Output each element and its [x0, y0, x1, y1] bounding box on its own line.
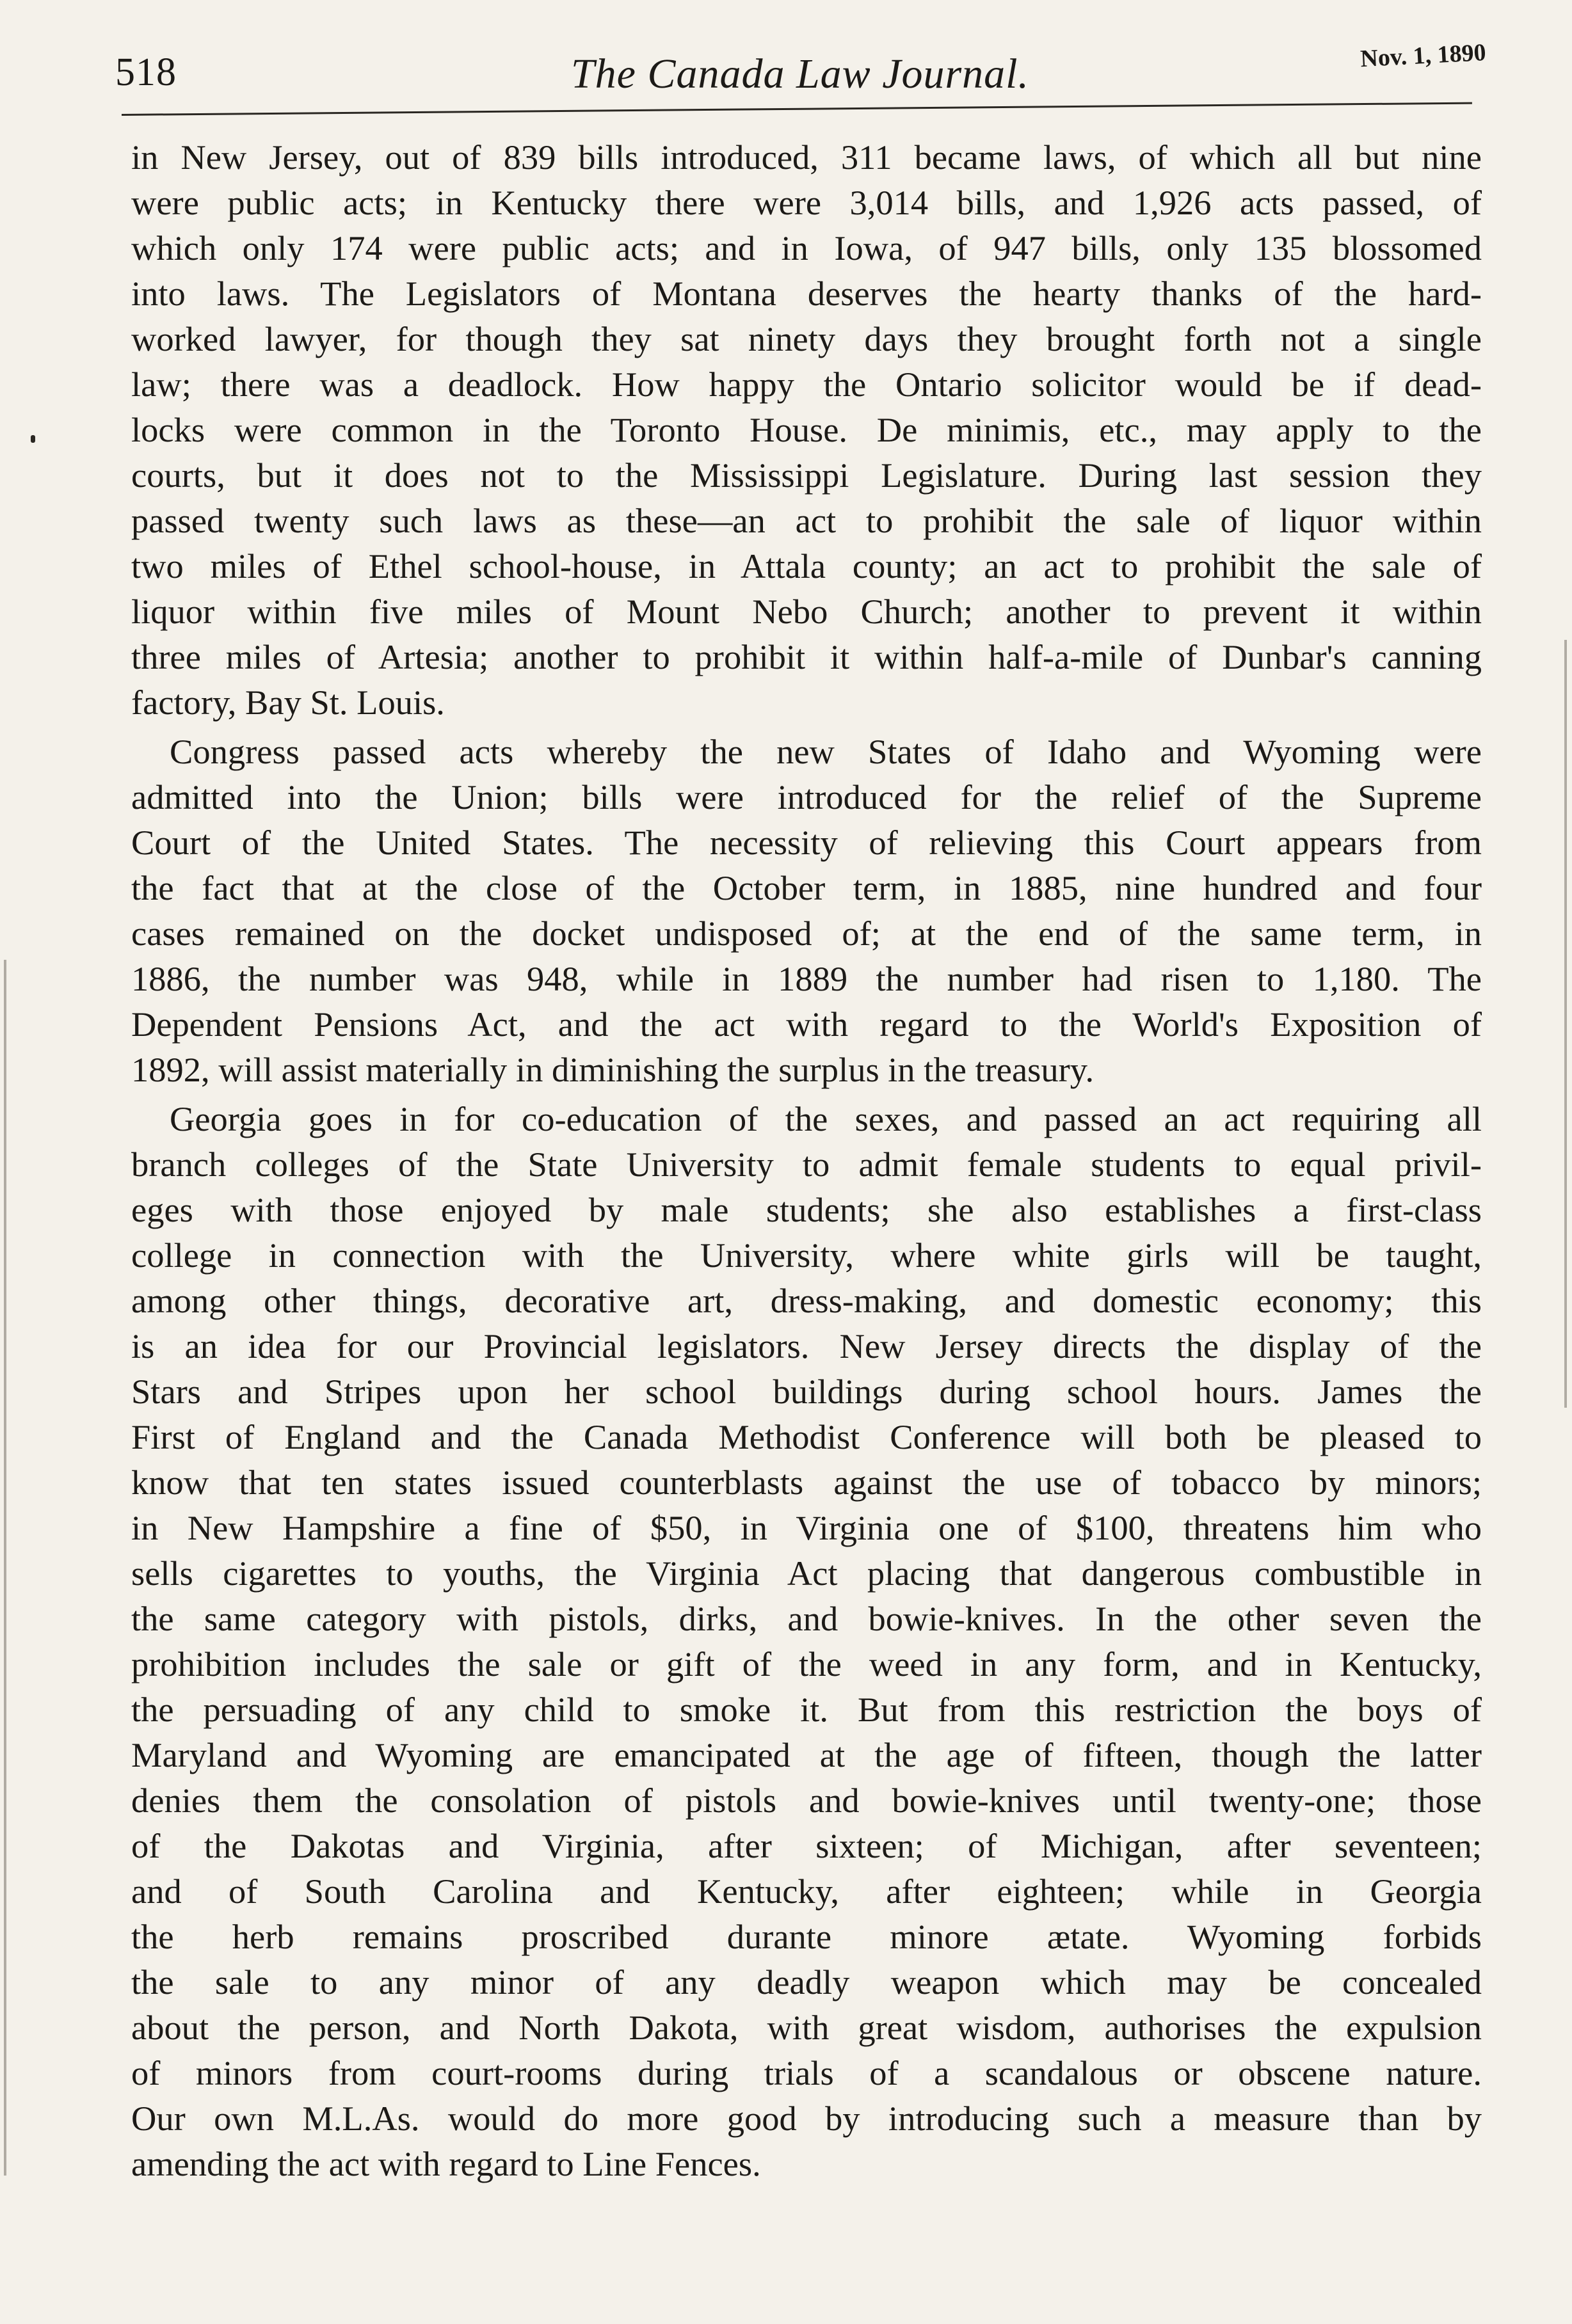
text-line: college in connection with the University, where white girls will be taught, [131, 1236, 1482, 1275]
text-line: First of England and the Canada Methodist Conference will both be pleased to [131, 1417, 1482, 1456]
text-line: Stars and Stripes upon her school buildings during school hours. James the [131, 1372, 1482, 1411]
journal-title: The Canada Law Journal. [570, 51, 1030, 97]
text-line: denies them the consolation of pistols and bowie-knives until twenty-one; those [131, 1781, 1482, 1820]
text-line: the fact that at the close of the October term, in 1885, nine hundred and four [131, 868, 1482, 907]
text-line: of the Dakotas and Virginia, after sixteen; of Michigan, after seventeen; [131, 1826, 1482, 1865]
paragraph-3 [131, 1096, 1482, 2186]
text-line: in New Hampshire a fine of $50, in Virginia one of $100, threatens him who [131, 1508, 1482, 1547]
margin-ink-dot [31, 435, 35, 443]
text-line: Georgia goes in for co-education of the sexes, and passed an act requiring all [170, 1099, 1482, 1138]
text-line: about the person, and North Dakota, with great wisdom, authorises the expulsion [131, 2008, 1482, 2047]
text-line: the herb remains proscribed durante minore ætate. Wyoming forbids [131, 1917, 1482, 1956]
paragraph-2 [131, 729, 1482, 1092]
text-line: eges with those enjoyed by male students; she also establishes a first-class [131, 1190, 1482, 1229]
text-line: law; there was a deadlock. How happy the Ontario solicitor would be if dead- [131, 365, 1482, 404]
text-line: were public acts; in Kentucky there were 3,014 bills, and 1,926 acts passed, of [131, 183, 1482, 222]
text-line: amending the act with regard to Line Fences. [131, 2144, 761, 2183]
text-line: 1886, the number was 948, while in 1889 the number had risen to 1,180. The [131, 959, 1482, 998]
text-line: cases remained on the docket undisposed of; at the end of the same term, in [131, 914, 1482, 953]
text-line: liquor within five miles of Mount Nebo Church; another to prevent it within [131, 592, 1482, 631]
text-line: know that ten states issued counterblasts against the use of tobacco by minors; [131, 1463, 1482, 1502]
text-line: admitted into the Union; bills were introduced for the relief of the Supreme [131, 777, 1482, 816]
text-line: worked lawyer, for though they sat ninety days they brought forth not a single [131, 319, 1482, 358]
page-number: 518 [115, 51, 177, 94]
text-line: locks were common in the Toronto House. De minimis, etc., may apply to the [131, 410, 1482, 449]
issue-date: Nov. 1, 1890 [1359, 38, 1487, 73]
text-line: prohibition includes the sale or gift of the weed in any form, and in Kentucky, [131, 1644, 1482, 1683]
text-line: courts, but it does not to the Mississippi Legislature. During last session they [131, 456, 1482, 495]
text-line: the persuading of any child to smoke it. But from this restriction the boys of [131, 1690, 1482, 1729]
text-line: into laws. The Legislators of Montana deserves the hearty thanks of the hard- [131, 274, 1482, 313]
article-body [131, 134, 1482, 2186]
text-line: of minors from court-rooms during trials of a scandalous or obscene nature. [131, 2053, 1482, 2092]
text-line: in New Jersey, out of 839 bills introduced, 311 became laws, of which all but nine [131, 138, 1482, 177]
left-edge-mark [4, 960, 6, 2176]
text-line: two miles of Ethel school-house, in Attala county; an act to prohibit the sale of [131, 546, 1482, 585]
text-line: Maryland and Wyoming are emancipated at the age of fifteen, though the latter [131, 1735, 1482, 1774]
text-line: branch colleges of the State University to admit female students to equal privil- [131, 1145, 1482, 1184]
text-line: which only 174 were public acts; and in Iowa, of 947 bills, only 135 blossomed [131, 228, 1482, 267]
text-line: Our own M.L.As. would do more good by introducing such a measure than by [131, 2099, 1482, 2138]
text-line: factory, Bay St. Louis. [131, 683, 445, 722]
text-line: among other things, decorative art, dress-making, and domestic economy; this [131, 1281, 1482, 1320]
text-line: Dependent Pensions Act, and the act with regard to the World's Exposition of [131, 1005, 1482, 1044]
text-line: 1892, will assist materially in diminishing the surplus in the treasury. [131, 1050, 1095, 1089]
text-line: Congress passed acts whereby the new States of Idaho and Wyoming were [170, 732, 1482, 771]
right-edge-mark [1564, 640, 1567, 1408]
text-line: three miles of Artesia; another to prohibit it within half-a-mile of Dunbar's canning [131, 637, 1482, 676]
text-line: and of South Carolina and Kentucky, after eighteen; while in Georgia [131, 1872, 1482, 1911]
text-line: is an idea for our Provincial legislators. New Jersey directs the display of the [131, 1326, 1482, 1365]
text-line: the same category with pistols, dirks, and bowie-knives. In the other seven the [131, 1599, 1482, 1638]
text-line: sells cigarettes to youths, the Virginia Act placing that dangerous combustible in [131, 1554, 1482, 1593]
text-line: Court of the United States. The necessity of relieving this Court appears from [131, 823, 1482, 862]
paragraph-1 [131, 134, 1482, 725]
text-line: the sale to any minor of any deadly weapon which may be concealed [131, 1962, 1482, 2002]
text-line: passed twenty such laws as these—an act to prohibit the sale of liquor within [131, 501, 1482, 540]
